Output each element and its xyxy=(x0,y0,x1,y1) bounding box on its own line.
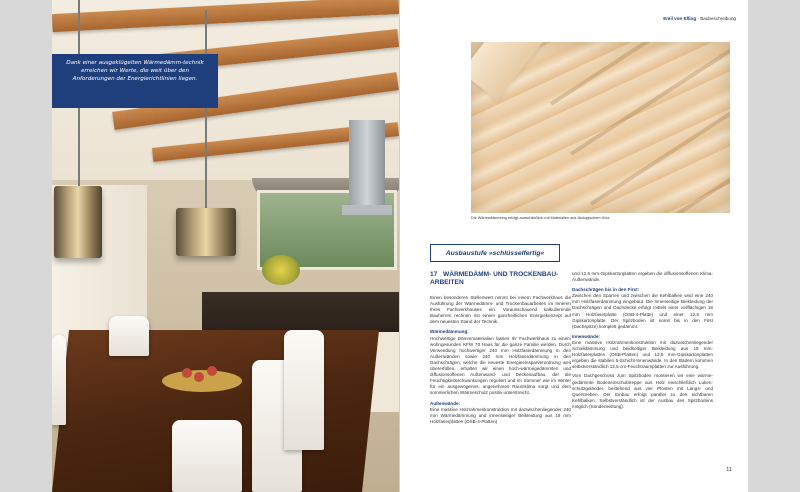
subheading-waermedaemmung: Wärmedämmung: xyxy=(430,329,469,335)
dining-chair xyxy=(109,316,149,356)
pendant-lamp xyxy=(54,186,102,258)
photo-caption-box xyxy=(52,54,218,108)
text-page xyxy=(400,0,748,492)
paragraph-innenwaende: Eine massive Holzrahmenkonstruktion mit dazwischenliegender Schalldämmung und beidseitiger Beikleidung aus 18 mm-Holzfaserplatten (OSB-Platten) und 12,5 mm-Gipskartonplatten ergeben die stabilen 5-Schicht-Innenwände. In den Bädern kommen selbstverständlich 12,5 cm-Feuchtraumplatten zur Ausführung. xyxy=(572,339,713,370)
wood-photo-caption: Die Wärmedämmung erfolgt ausschließlich mit Materialien aus ökologischem Holz. xyxy=(471,216,611,220)
dining-chair xyxy=(172,420,242,492)
pendant-rod xyxy=(205,10,207,208)
paragraph-waermedaemmung: Hochwertige Dämmmaterialien lassen Ihr Fachwerkhaus zu einem wohngesunden KFW 70 Haus für die ganze Familie werden. Durch Verwendung hochwertiger 240 mm Holzfaserdämmung in den Außenwänden sowie 240 mm Holzfaserdämmung in den Dachschrägen, welche die neueste Energieeinsparverordnung weit übererfüllen, erhalten wir einen hoch-wärmegedämmten und diffusionsoffenen Außenwand- und Deckenaufbau, der die Feuchtigkeitsschwankungen reguliert und im Sommer wie im Winter für ein ausgewogenes, angenehmes Raumklima sorgt und dem sommerlichen Wärmeschutz positiv unterstreicht. xyxy=(430,335,571,396)
subheading-dachschraegen: Dachschrägen bis in den First: xyxy=(572,287,640,293)
flower-bouquet xyxy=(262,255,300,285)
running-head xyxy=(663,16,736,21)
section-badge: Ausbaustufe »schlüsselfertig« xyxy=(430,244,560,262)
apple xyxy=(182,368,192,378)
section-number: 17 xyxy=(430,271,438,278)
dining-chair xyxy=(284,330,324,450)
apple xyxy=(207,366,217,376)
section-title xyxy=(430,271,571,287)
pendant-lamp xyxy=(176,208,236,256)
wood-ceiling-photo xyxy=(471,42,730,213)
subheading-aussenwaende: Außenwände: xyxy=(430,400,461,406)
wood-board-seam xyxy=(550,42,730,106)
kitchen-counter xyxy=(202,292,399,332)
section-title-text: WÄRMEDÄMM- UND TROCKENBAU-ARBEITEN xyxy=(430,271,559,286)
wood-board-seam xyxy=(570,42,730,156)
apple xyxy=(194,372,204,382)
running-head-author: Emil von Elling xyxy=(663,16,697,21)
running-head-separator: · xyxy=(697,16,701,21)
text-column-right xyxy=(572,271,713,413)
dining-chair xyxy=(52,335,66,425)
paragraph-aussenwaende-cont: und 12,5 mm-Gipskartonplatten ergeben die diffusionsoffenen Klima-Außenwände. xyxy=(572,271,713,283)
paragraph-dachschraegen: Zwischen den Sparren und zwischen die Kehlbalken wird eine 240 mm Holzfaserdämmung eingebaut. Die Innenseitige Beikleidung der Dachschrägen und Dachdecke erfolgt mittels einer vollflächigen 18 mm Holzfaserplatte (OSB-4-Platte) und einer 12,5 mm Gipskartonplatte. Der Spitzboden ist somit bis in den First (Dachspitze) komplett gedämmt. xyxy=(572,293,713,329)
wood-board-seam xyxy=(590,83,730,206)
extractor-hood xyxy=(349,120,385,210)
subheading-innenwaende: Innenwände: xyxy=(572,333,601,339)
intro-paragraph: Einen besonderen Stellenwert nimmt bei einem Fachwerkhaus die Ausführung der Wärmedämm- und Trockenbauarbeiten im Inneren Ihres Fachwerkhauses ein. Vorausschauend kalkulierende Bauherren rechnen mit einem ganzheitlichen Energiekonzept auf dem neuesten Stand der Technik. xyxy=(430,295,571,325)
photo-caption-text: Dank einer ausgeklügelten Wärmedämm-technik erreichen wir Werte, die weit über den Anforderungen der Energierichtlinien liegen. xyxy=(66,60,204,82)
running-head-section: Baubeschreibung xyxy=(700,16,736,21)
text-column-left xyxy=(430,271,571,428)
page-number: 11 xyxy=(726,467,732,473)
extractor-hood-base xyxy=(342,205,392,215)
paragraph-aussenwaende: Eine massive Holzrahmenkonstruktion mit dazwischenliegender 240 mm Wärmedämmung und innenseitiger Beikleidung aus 18 mm Holzfaserplatten (OSB-4-Platten) xyxy=(430,406,571,424)
paragraph-spitzboden: Vom Dachgeschoss zum Spitzboden montieren wir eine wärme-gedämmte Bodeneinschubtreppe aus Holz einschließlich Luken-schutzgeländer, bestehend aus vier Pfosten mit Längs- und Querstreben. Der Einbau erfolgt parallel zu den sichtbaren Kehlbalken. Selbstverständlich ist der Ausbau des Spitzbodens möglich (Sonderleistung). xyxy=(572,373,713,409)
